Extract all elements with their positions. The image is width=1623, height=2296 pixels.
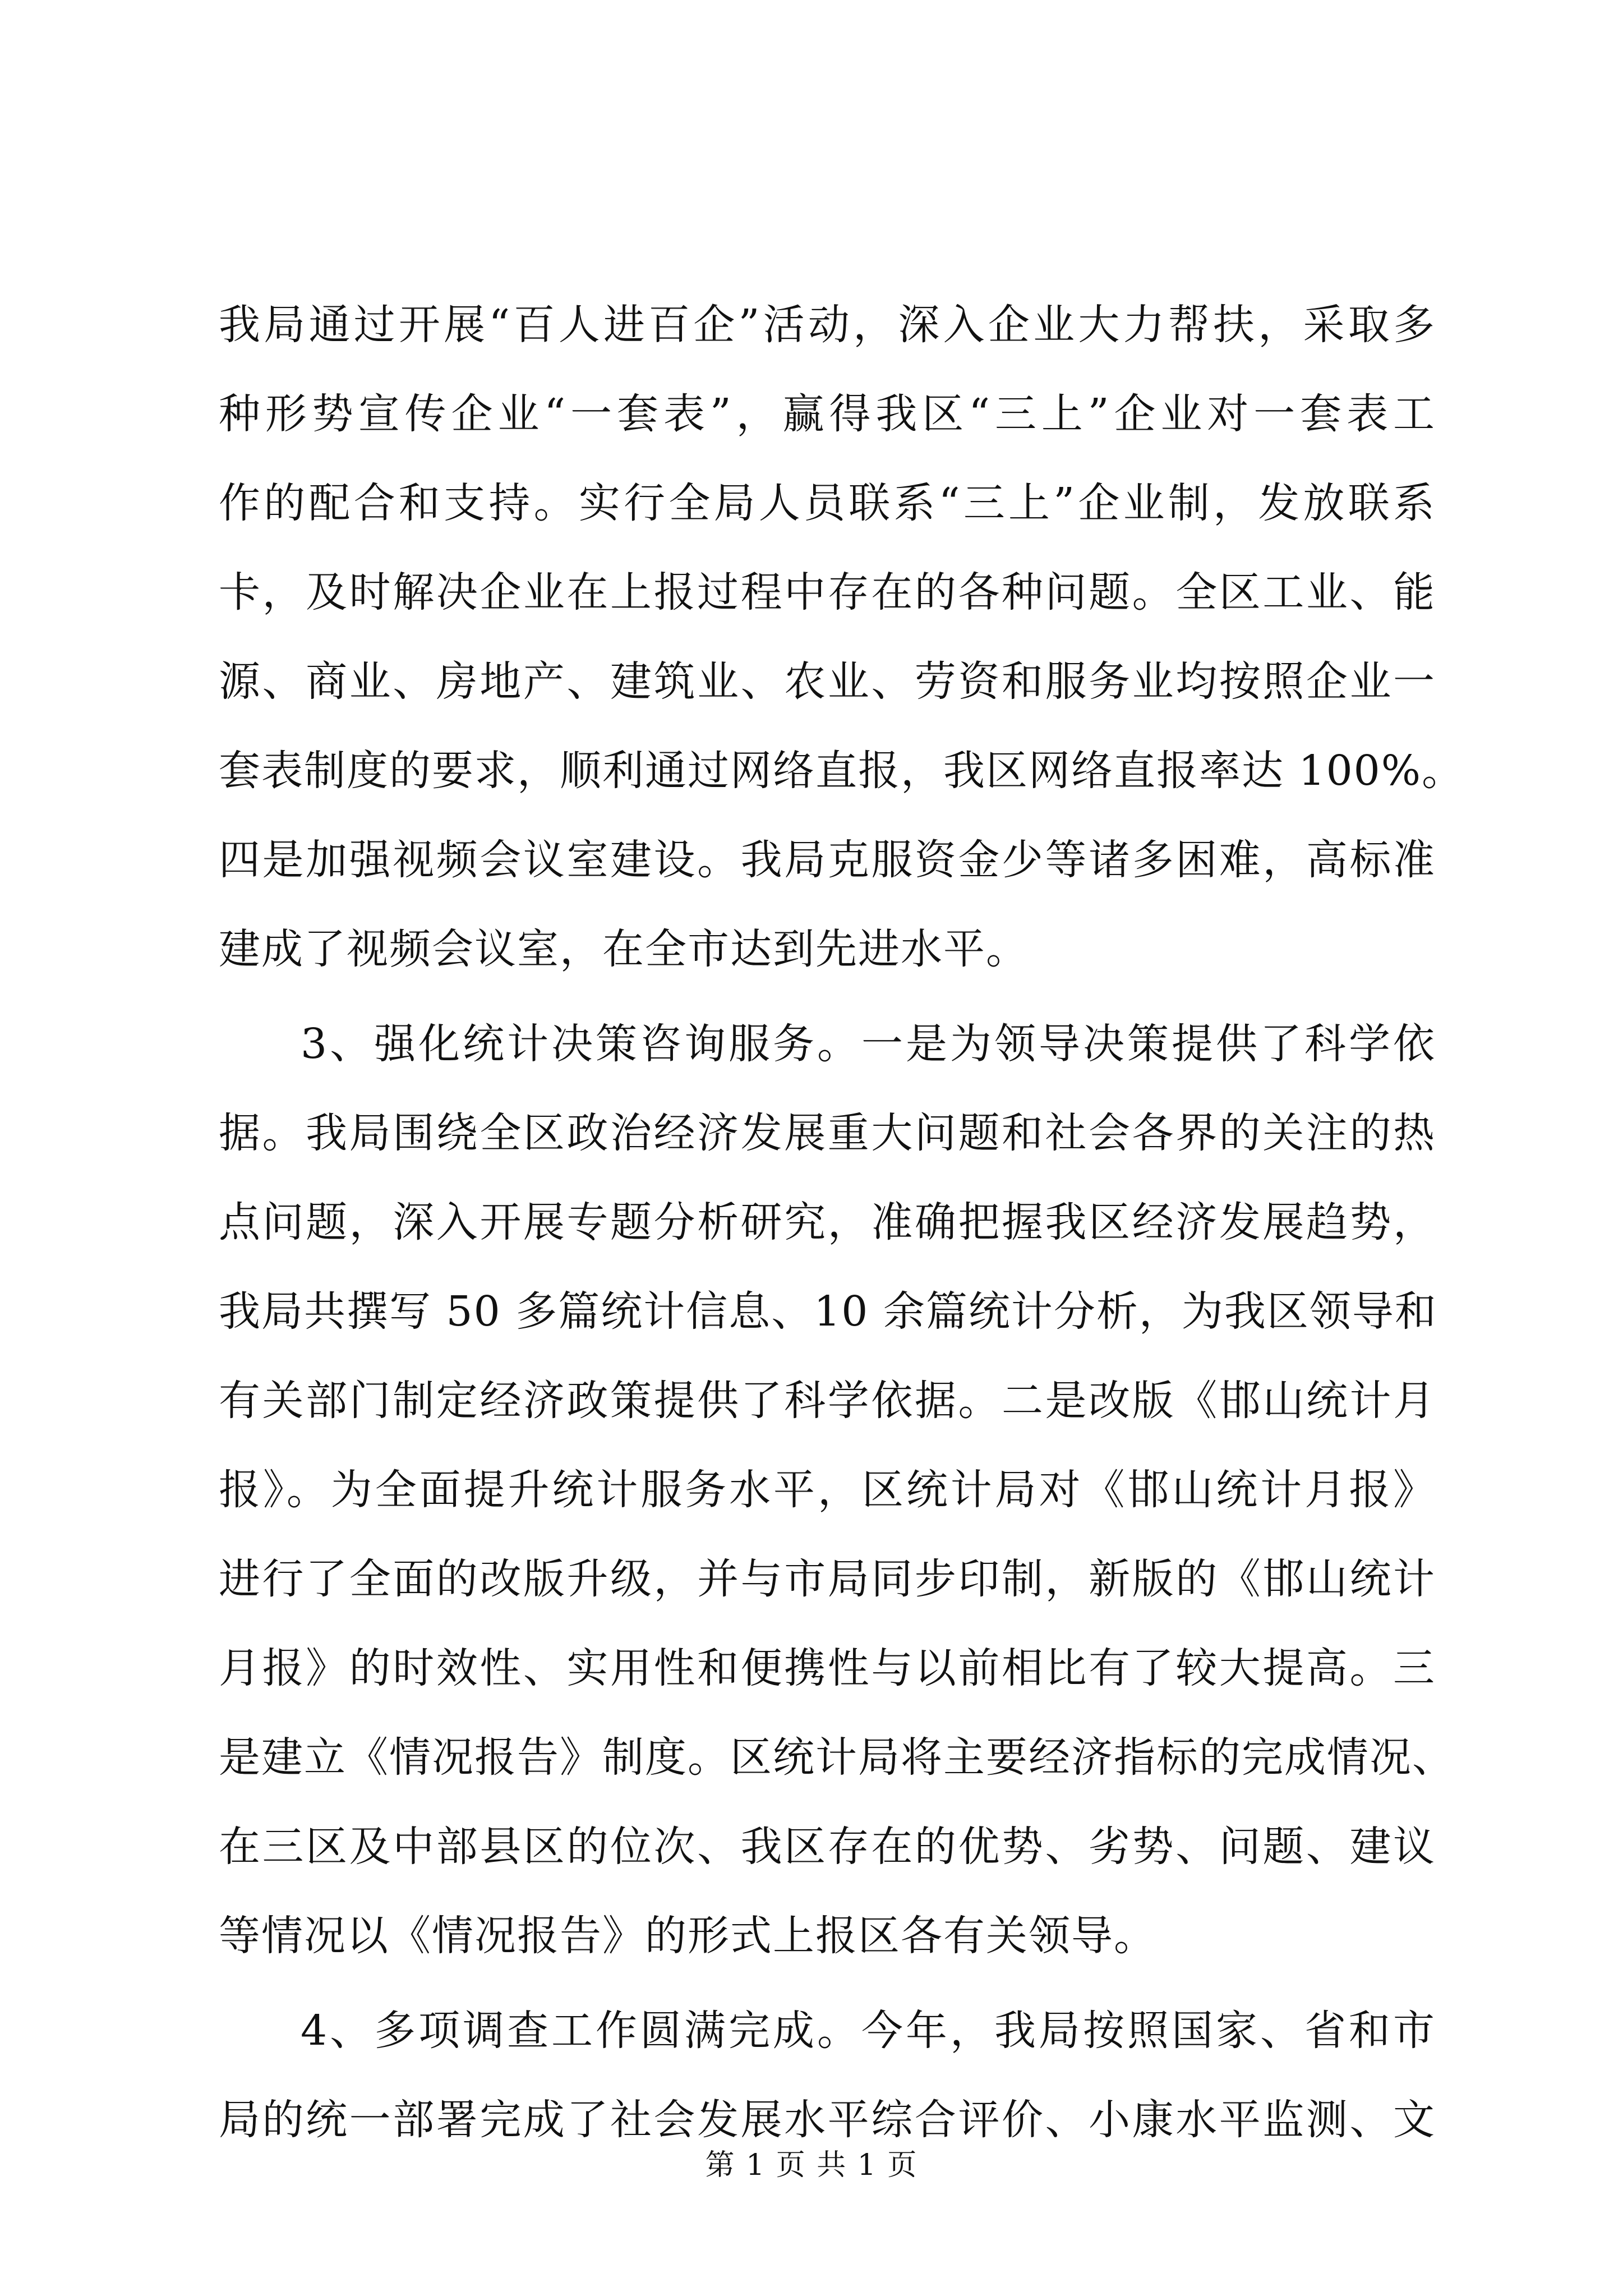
document-body [219, 280, 1465, 2165]
page-footer [0, 2143, 1623, 2188]
text-line: 四是加强视频会议室建设。我局克服资金少等诸多困难，高标准 [219, 836, 1436, 884]
text-line: 4、多项调查工作圆满完成。今年，我局按照国家、省和市 [301, 2007, 1436, 2055]
text-line: 进行了全面的改版升级，并与市局同步印制，新版的《邯山统计 [219, 1555, 1436, 1603]
text-line: 报》。为全面提升统计服务水平，区统计局对《邯山统计月报》 [219, 1466, 1436, 1514]
text-line: 源、商业、房地产、建筑业、农业、劳资和服务业均按照企业一 [219, 657, 1436, 706]
text-line: 月报》的时效性、实用性和便携性与以前相比有了较大提高。三 [219, 1644, 1436, 1692]
text-line: 在三区及中部县区的位次、我区存在的优势、劣势、问题、建议 [219, 1823, 1436, 1871]
text-line: 作的配合和支持。实行全局人员联系“三上”企业制，发放联系 [219, 479, 1436, 527]
text-line: 种形势宣传企业“一套表”，赢得我区“三上”企业对一套表工 [219, 390, 1436, 438]
text-line: 卡，及时解决企业在上报过程中存在的各种问题。全区工业、能 [219, 568, 1436, 616]
text-line: 套表制度的要求，顺利通过网络直报，我区网络直报率达 100%。 [219, 747, 1465, 795]
text-line: 等情况以《情况报告》的形式上报区各有关领导。 [219, 1912, 1156, 1960]
text-line: 建成了视频会议室，在全市达到先进水平。 [219, 925, 1029, 973]
text-line: 3、强化统计决策咨询服务。一是为领导决策提供了科学依 [301, 1020, 1436, 1068]
text-line: 据。我局围绕全区政治经济发展重大问题和社会各界的关注的热 [219, 1109, 1436, 1157]
page-number-label: 第 1 页 共 1 页 [705, 2148, 918, 2182]
paragraph-3 [219, 1986, 1436, 2165]
paragraph-2 [219, 1000, 1455, 1981]
text-line: 点问题，深入开展专题分析研究，准确把握我区经济发展趋势， [219, 1198, 1436, 1246]
paragraph-1 [219, 280, 1465, 994]
text-line: 有关部门制定经济政策提供了科学依据。二是改版《邯山统计月 [219, 1377, 1436, 1425]
text-line: 是建立《情况报告》制度。区统计局将主要经济指标的完成情况、 [219, 1733, 1455, 1782]
text-line: 局的统一部署完成了社会发展水平综合评价、小康水平监测、文 [219, 2096, 1436, 2144]
text-line: 我局通过开展“百人进百企”活动，深入企业大力帮扶，采取多 [219, 301, 1436, 349]
text-line: 我局共撰写 50 多篇统计信息、10 余篇统计分析，为我区领导和 [219, 1287, 1437, 1336]
